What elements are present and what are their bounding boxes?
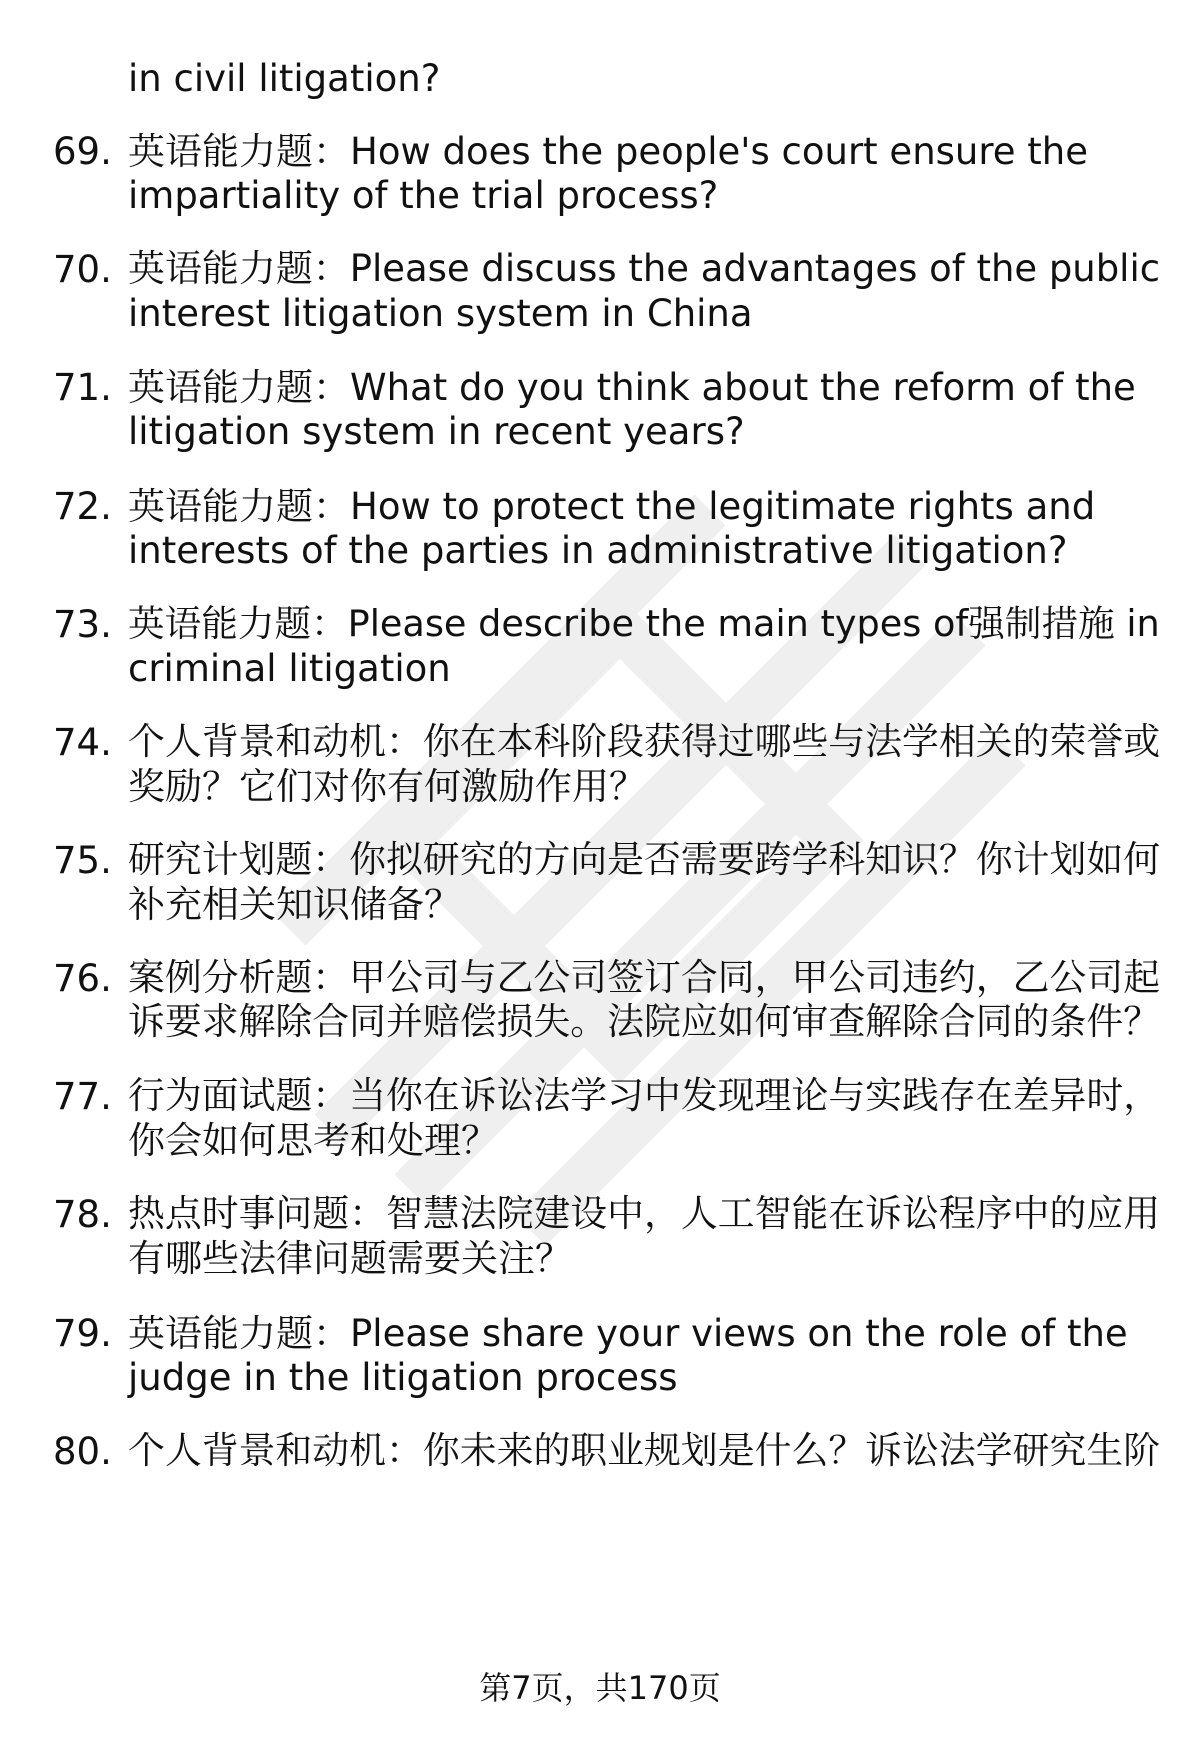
item-71-line-2: litigation system in recent years? — [128, 410, 745, 453]
item-73-line-1: 英语能力题：Please describe the main types of强制措施 in — [128, 602, 1160, 645]
item-75-line-2: 补充相关知识储备？ — [128, 883, 461, 926]
item-number-71: 71. — [53, 366, 112, 409]
item-number-79: 79. — [53, 1312, 112, 1355]
item-74-line-2: 奖励？它们对你有何激励作用？ — [128, 765, 646, 808]
item-78-line-1: 热点时事问题：智慧法院建设中，人工智能在诉讼程序中的应用 — [128, 1192, 1161, 1235]
item-80-line-1: 个人背景和动机：你未来的职业规划是什么？诉讼法学研究生阶 — [128, 1429, 1161, 1472]
item-70-line-2: interest litigation system in China — [128, 292, 753, 335]
item-number-78: 78. — [53, 1193, 112, 1236]
item-71-line-1: 英语能力题：What do you think about the reform of the — [128, 366, 1136, 409]
item-number-73: 73. — [53, 603, 112, 646]
continuation-line: in civil litigation? — [128, 57, 441, 100]
item-70-line-1: 英语能力题：Please discuss the advantages of the public — [128, 247, 1161, 290]
item-74-line-1: 个人背景和动机：你在本科阶段获得过哪些与法学相关的荣誉或 — [128, 720, 1161, 763]
item-69-line-2: impartiality of the trial process? — [128, 174, 719, 217]
item-73-line-2: criminal litigation — [128, 647, 451, 690]
item-number-80: 80. — [53, 1430, 112, 1473]
item-79-line-2: judge in the litigation process — [128, 1356, 678, 1399]
item-number-75: 75. — [53, 839, 112, 882]
item-72-line-2: interests of the parties in administrative litigation? — [128, 529, 1068, 572]
item-76-line-1: 案例分析题：甲公司与乙公司签订合同，甲公司违约，乙公司起 — [128, 956, 1161, 999]
item-78-line-2: 有哪些法律问题需要关注？ — [128, 1237, 572, 1280]
item-79-line-1: 英语能力题：Please share your views on the role of the — [128, 1312, 1128, 1355]
item-75-line-1: 研究计划题：你拟研究的方向是否需要跨学科知识？你计划如何 — [128, 838, 1161, 881]
item-76-line-2: 诉要求解除合同并赔偿损失。法院应如何审查解除合同的条件？ — [128, 1000, 1161, 1043]
item-number-74: 74. — [53, 721, 112, 764]
item-number-69: 69. — [53, 130, 112, 173]
item-69-line-1: 英语能力题：How does the people's court ensure the — [128, 130, 1089, 173]
page-footer: 第7页，共170页 — [479, 1669, 721, 1707]
item-number-72: 72. — [53, 485, 112, 528]
item-number-77: 77. — [53, 1075, 112, 1118]
item-77-line-1: 行为面试题：当你在诉讼法学习中发现理论与实践存在差异时， — [128, 1074, 1161, 1117]
item-number-76: 76. — [53, 957, 112, 1000]
item-72-line-1: 英语能力题：How to protect the legitimate rights and — [128, 485, 1096, 528]
item-77-line-2: 你会如何思考和处理？ — [128, 1119, 498, 1162]
item-number-70: 70. — [53, 248, 112, 291]
